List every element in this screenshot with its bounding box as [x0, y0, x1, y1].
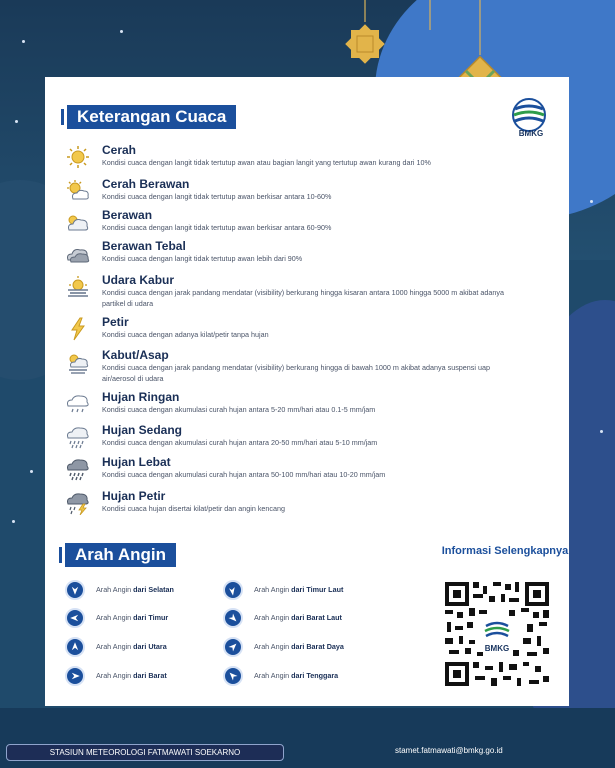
page-title: Keterangan Cuaca: [67, 105, 236, 129]
legend-name: Hujan Lebat: [102, 455, 171, 469]
legend-name: Hujan Sedang: [102, 423, 183, 437]
heavy-rain-icon: [65, 457, 91, 481]
legend-name: Berawan: [102, 208, 153, 222]
legend-desc: Kondisi cuaca dengan jarak pandang mendatar (visibility) berkurang hingga kisaran antara 1000 hingga 5000 m akibat adanya partikel di udara: [102, 288, 504, 308]
legend-desc: Kondisi cuaca dengan akumulasi curah hujan antara 5-20 mm/hari atau 0.1-5 mm/jam: [102, 405, 376, 414]
compass-southwest-icon: [223, 637, 243, 657]
legend-name: Kabut/Asap: [102, 348, 169, 362]
footer-station: STASIUN METEOROLOGI FATMAWATI SOEKARNO: [6, 744, 284, 761]
legend-name: Petir: [102, 315, 129, 329]
compass-northwest-icon: [223, 608, 243, 628]
star-ornament-icon: [340, 0, 390, 70]
legend-desc: Kondisi cuaca dengan jarak pandang mendatar (visibility) berkurang hingga di bawah 1000 m akibat adanya suspensi uap air/aerosol di udara: [102, 363, 490, 383]
wind-direction: dari Barat Daya: [291, 642, 344, 651]
compass-northeast-icon: [223, 580, 243, 600]
legend-name: Cerah: [102, 143, 137, 157]
thunderstorm-icon: [65, 491, 91, 515]
wind-prefix: Arah Angin: [96, 671, 132, 680]
wind-direction: dari Barat Laut: [291, 613, 342, 622]
wind-direction: dari Utara: [133, 642, 167, 651]
wind-prefix: Arah Angin: [254, 671, 290, 680]
lightning-icon: [65, 317, 91, 341]
light-rain-icon: [65, 392, 91, 416]
wind-direction: dari Tenggara: [291, 671, 339, 680]
wind-prefix: Arah Angin: [96, 585, 132, 594]
legend-desc: Kondisi cuaca dengan akumulasi curah hujan antara 50-100 mm/hari atau 10-20 mm/jam: [102, 470, 386, 479]
qr-logo-text: BMKG: [484, 644, 510, 653]
legend-desc: Kondisi cuaca dengan langit tidak tertutup awan lebih dari 90%: [102, 254, 303, 263]
wind-direction: dari Timur: [133, 613, 169, 622]
footer-email[interactable]: stamet.fatmawati@bmkg.go.id: [395, 746, 503, 755]
legend-name: Udara Kabur: [102, 273, 175, 287]
legend-name: Hujan Ringan: [102, 390, 180, 404]
sun-icon: [65, 145, 91, 169]
wind-direction: dari Timur Laut: [291, 585, 344, 594]
compass-north-icon: [65, 637, 85, 657]
legend-desc: Kondisi cuaca dengan langit tidak tertutup awan atau bagian langit yang tertutup awan kurang dari 10%: [102, 158, 431, 167]
legend-desc: Kondisi cuaca dengan akumulasi curah hujan antara 20-50 mm/hari atau 5-10 mm/jam: [102, 438, 378, 447]
compass-south-icon: [65, 580, 85, 600]
compass-west-icon: [65, 666, 85, 686]
weather-info-card: [45, 77, 569, 706]
overcast-icon: [65, 241, 91, 265]
wind-prefix: Arah Angin: [254, 642, 290, 651]
logo-text: BMKG: [518, 129, 544, 138]
wind-prefix: Arah Angin: [254, 613, 290, 622]
haze-icon: [65, 275, 91, 299]
wind-prefix: Arah Angin: [96, 613, 132, 622]
legend-desc: Kondisi cuaca dengan adanya kilat/petir tanpa hujan: [102, 330, 269, 339]
moderate-rain-icon: [65, 425, 91, 449]
crescent-moon-icon: [408, 0, 452, 76]
wind-direction: dari Selatan: [133, 585, 174, 594]
wind-prefix: Arah Angin: [96, 642, 132, 651]
qr-code[interactable]: [443, 580, 551, 688]
cloudy-icon: [65, 210, 91, 234]
legend-name: Cerah Berawan: [102, 177, 190, 191]
legend-desc: Kondisi cuaca dengan langit tidak tertutup awan berkisar antara 10-60%: [102, 192, 332, 201]
compass-east-icon: [65, 608, 85, 628]
wind-prefix: Arah Angin: [254, 585, 290, 594]
sun-cloud-icon: [65, 179, 91, 203]
legend-name: Berawan Tebal: [102, 239, 186, 253]
legend-name: Hujan Petir: [102, 489, 166, 503]
legend-desc: Kondisi cuaca dengan langit tidak tertutup awan berkisar antara 60-90%: [102, 223, 332, 232]
wind-direction: dari Barat: [133, 671, 167, 680]
legend-desc: Kondisi cuaca hujan disertai kilat/petir dan angin kencang: [102, 504, 286, 513]
compass-southeast-icon: [223, 666, 243, 686]
wind-section-title: Arah Angin: [65, 543, 176, 567]
fog-icon: [65, 350, 91, 374]
info-title: Informasi Selengkapnya: [441, 545, 569, 557]
